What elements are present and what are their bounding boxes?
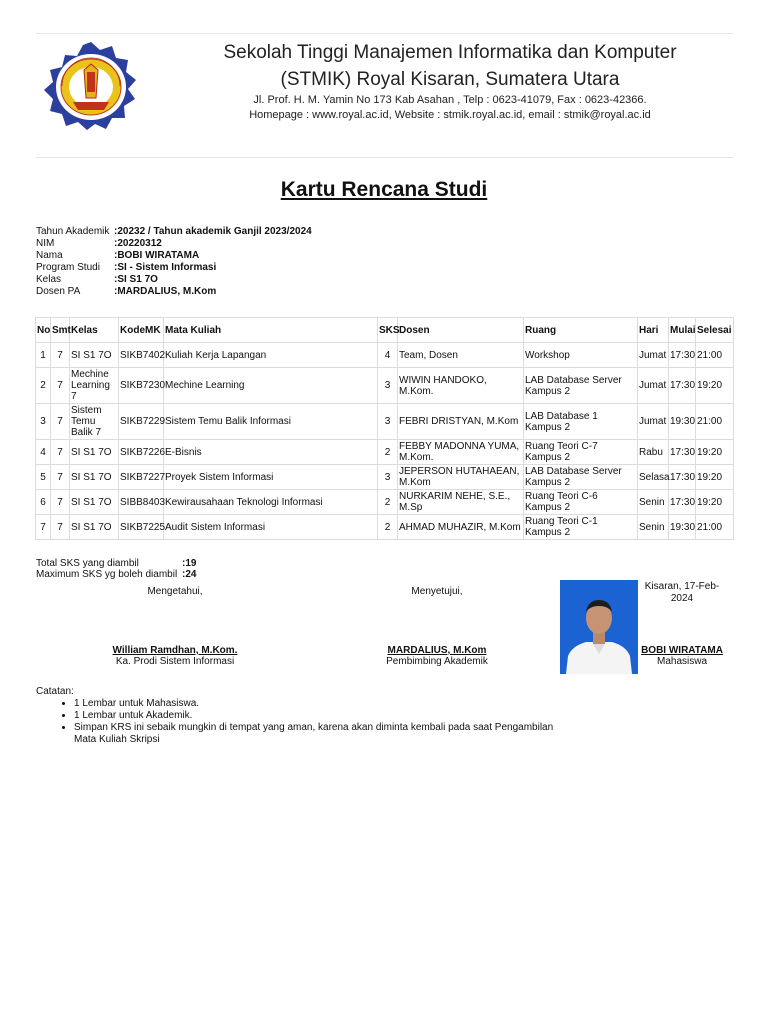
school-address: Jl. Prof. H. M. Yamin No 173 Kab Asahan , Telp : 0623-41079, Fax : 0623-42366. bbox=[253, 94, 647, 106]
table-row: 1 7 SI S1 7O SIKB7402 Kuliah Kerja Lapangan 4 Team, Dosen Workshop Jumat 17:30 21:00 bbox=[36, 343, 734, 368]
info-row-academic-year: Tahun Akademik :20232 / Tahun akademik Ganjil 2023/2024 bbox=[36, 226, 312, 237]
col-header: Hari bbox=[638, 318, 669, 343]
max-sks-row: Maximum SKS yg boleh diambil :24 bbox=[36, 569, 197, 580]
col-header: Mata Kuliah bbox=[164, 318, 378, 343]
signature-right-name: BOBI WIRATAMA bbox=[641, 645, 723, 656]
col-header: SKS bbox=[378, 318, 398, 343]
info-row-name: Nama :BOBI WIRATAMA bbox=[36, 250, 200, 261]
school-name-line2: (STMIK) Royal Kisaran, Sumatera Utara bbox=[280, 69, 620, 90]
info-row-advisor: Dosen PA :MARDALIUS, M.Kom bbox=[36, 286, 217, 297]
col-header: Dosen bbox=[398, 318, 524, 343]
student-info bbox=[36, 226, 312, 298]
header-top-divider bbox=[36, 33, 733, 34]
info-row-program: Program Studi :SI - Sistem Informasi bbox=[36, 262, 217, 273]
school-name-line1: Sekolah Tinggi Manajemen Informatika dan Komputer bbox=[223, 42, 677, 63]
notes-title: Catatan: bbox=[36, 686, 74, 697]
note-item: • 1 Lembar untuk Akademik. bbox=[74, 710, 556, 722]
col-header: Kelas bbox=[70, 318, 119, 343]
note-item: • 1 Lembar untuk Mahasiswa. bbox=[74, 698, 556, 710]
table-row: 5 7 SI S1 7O SIKB7227 Proyek Sistem Informasi 3 JEPERSON HUTAHAEAN, M.Kom LAB Database Server Kampus 2 Selasa 17:30 19:20 bbox=[36, 465, 734, 490]
info-row-nim: NIM :20220312 bbox=[36, 238, 162, 249]
col-header: Ruang bbox=[524, 318, 638, 343]
student-photo bbox=[560, 580, 638, 674]
table-header-row bbox=[36, 318, 734, 343]
table-row: 4 7 SI S1 7O SIKB7226 E-Bisnis 2 FEBBY MADONNA YUMA, M.Kom. Ruang Teori C-7 Kampus 2 Rabu 17:30 19:20 bbox=[36, 440, 734, 465]
signature-right-role: Mahasiswa bbox=[656, 656, 708, 667]
col-header: Mulai bbox=[669, 318, 696, 343]
table-row: 7 7 SI S1 7O SIKB7225 Audit Sistem Informasi 2 AHMAD MUHAZIR, M.Kom Ruang Teori C-1 Kampus 2 Senin 19:30 21:00 bbox=[36, 515, 734, 540]
student-photo-figure bbox=[560, 580, 638, 674]
signature-right-date: Kisaran, 17-Feb-2024 bbox=[644, 581, 720, 604]
page-title: Kartu Rencana Studi bbox=[280, 178, 488, 201]
notes bbox=[36, 686, 556, 746]
signature-left-caption: Mengetahui, bbox=[147, 586, 203, 597]
col-header: KodeMK bbox=[119, 318, 164, 343]
signature-middle-caption: Menyetujui, bbox=[411, 586, 463, 597]
signature-left-role: Ka. Prodi Sistem Informasi bbox=[115, 656, 235, 667]
signature-left-name: William Ramdhan, M.Kom. bbox=[112, 645, 238, 656]
school-web: Homepage : www.royal.ac.id, Website : stmik.royal.ac.id, email : stmik@royal.ac.id bbox=[249, 109, 651, 121]
signature-right bbox=[640, 581, 724, 667]
signature-middle bbox=[362, 586, 512, 667]
course-table bbox=[35, 317, 734, 540]
table-row: 3 7 Sistem Temu Balik 7 SIKB7229 Sistem Temu Balik Informasi 3 FEBRI DRISTYAN, M.Kom LAB Database 1 Kampus 2 Jumat 19:30 21:00 bbox=[36, 404, 734, 440]
notes-list bbox=[36, 698, 556, 746]
school-logo bbox=[40, 40, 142, 134]
col-header: No bbox=[36, 318, 51, 343]
total-sks-row: Total SKS yang diambil :19 bbox=[36, 558, 197, 569]
signature-middle-name: MARDALIUS, M.Kom bbox=[387, 645, 487, 656]
signature-left bbox=[100, 586, 250, 667]
sks-summary bbox=[36, 558, 196, 580]
table-row: 6 7 SI S1 7O SIBB8403 Kewirausahaan Teknologi Informasi 2 NURKARIM NEHE, S.E., M.Sp Ruang Teori C-6 Kampus 2 Senin 17:30 19:20 bbox=[36, 490, 734, 515]
note-item: • Simpan KRS ini sebaik mungkin di tempat yang aman, karena akan diminta kembali pada saat Pengambilan Mata Kuliah Skripsi bbox=[74, 722, 556, 746]
col-header: Smt bbox=[51, 318, 70, 343]
signature-middle-role: Pembimbing Akademik bbox=[386, 656, 488, 667]
table-row: 2 7 Mechine Learning 7 SIKB7230 Mechine Learning 3 WIWIN HANDOKO, M.Kom. LAB Database Server Kampus 2 Jumat 17:30 19:20 bbox=[36, 368, 734, 404]
col-header: Selesai bbox=[696, 318, 734, 343]
header-bottom-divider bbox=[36, 157, 733, 158]
info-row-class: Kelas :SI S1 7O bbox=[36, 274, 158, 285]
